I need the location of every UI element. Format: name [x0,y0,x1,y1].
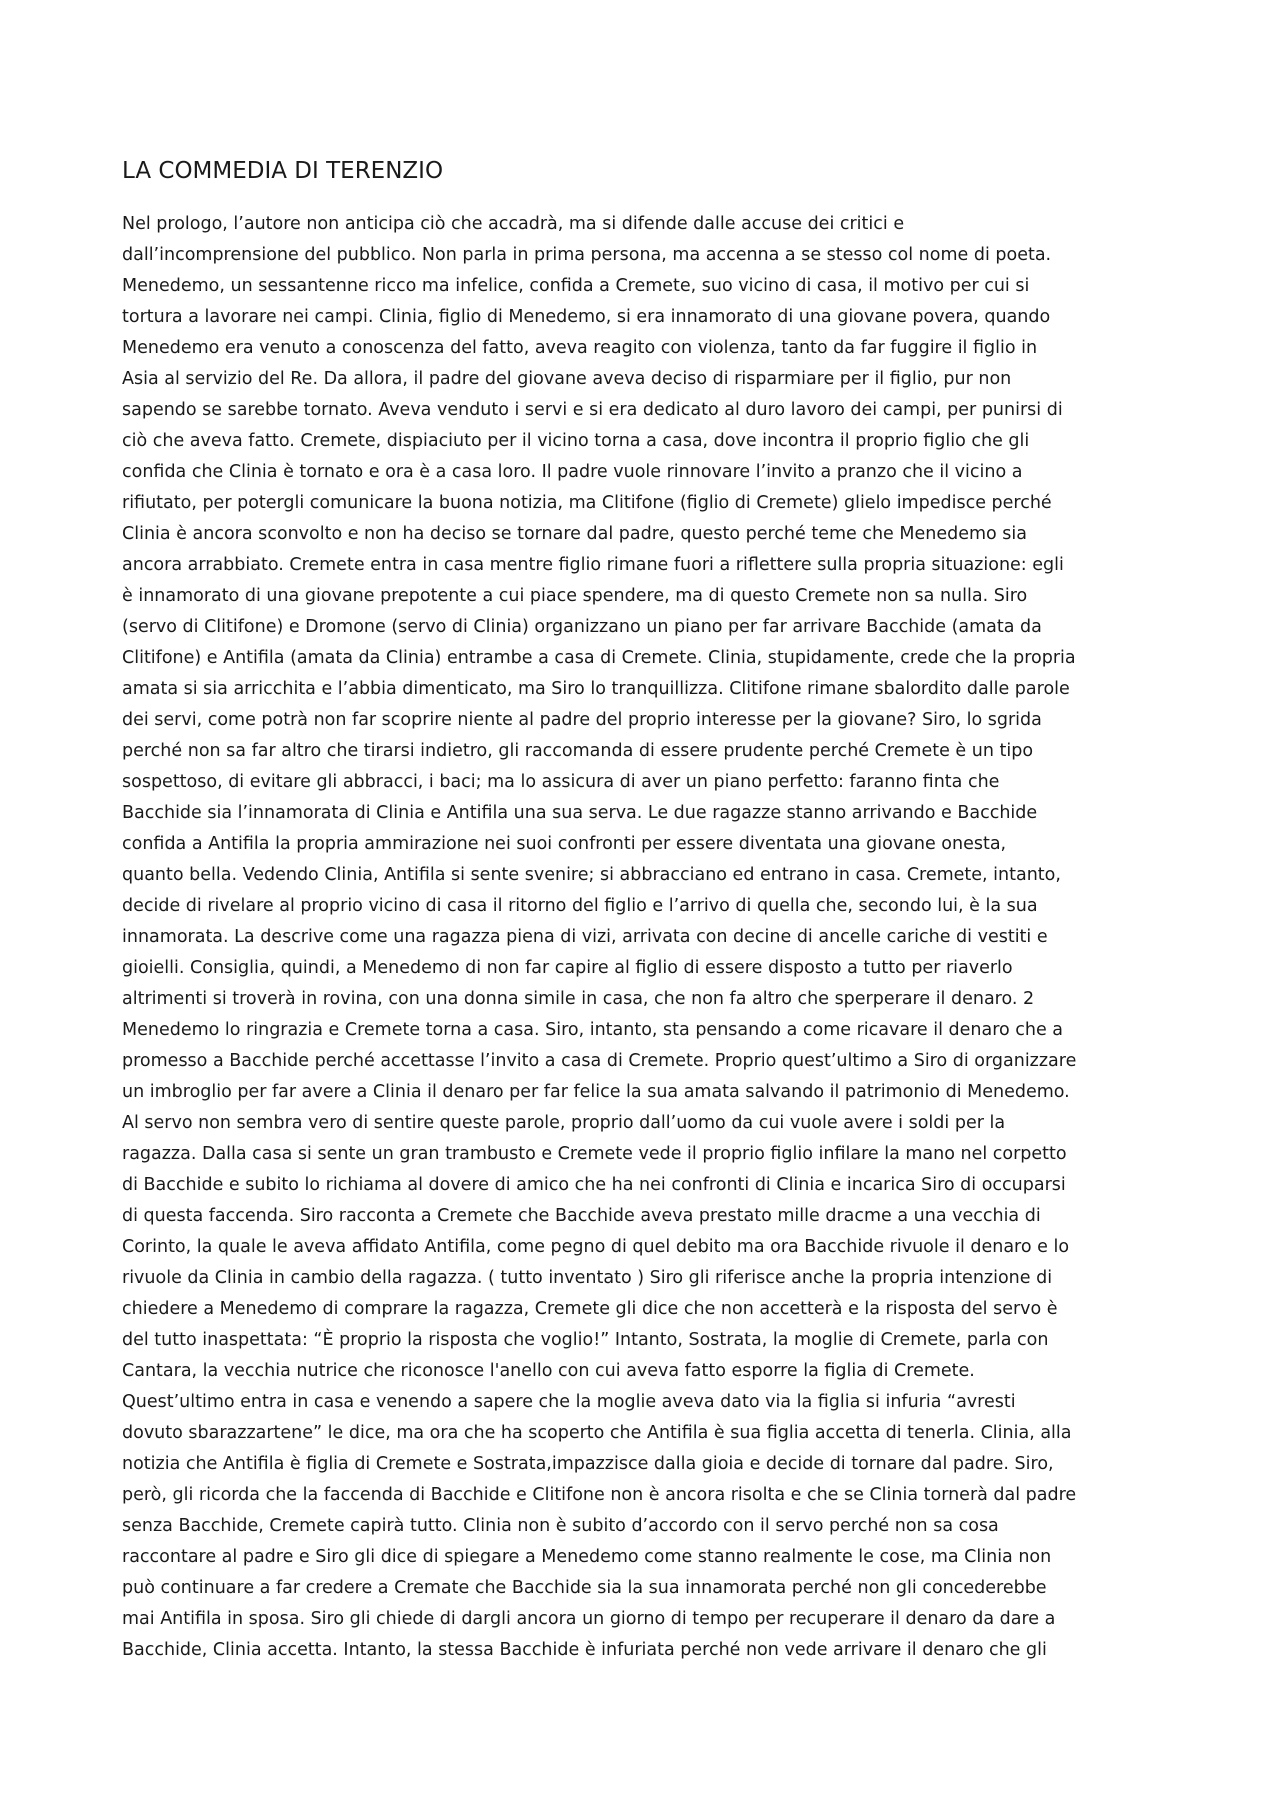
document-title: LA COMMEDIA DI TERENZIO [122,158,444,184]
text-line: di questa faccenda. Siro racconta a Cremete che Bacchide aveva prestato mille dracme a una vecchia di [122,1206,1041,1226]
text-line: raccontare al padre e Siro gli dice di spiegare a Menedemo come stanno realmente le cose, ma Clinia non [122,1547,1052,1567]
text-line: rivuole da Clinia in cambio della ragazza. ( tutto inventato ) Siro gli riferisce anche la propria intenzione di [122,1268,1053,1288]
text-line: confida che Clinia è tornato e ora è a casa loro. Il padre vuole rinnovare l’invito a pranzo che il vicino a [122,462,1023,482]
text-line: del tutto inaspettata: “È proprio la risposta che voglio!” Intanto, Sostrata, la moglie di Cremete, parla con [122,1330,1049,1350]
text-line: amata si sia arricchita e l’abbia dimenticato, ma Siro lo tranquillizza. Clitifone rimane sbalordito dalle parole [122,679,1070,699]
text-line: Clitifone) e Antifila (amata da Clinia) entrambe a casa di Cremete. Clinia, stupidamente, crede che la propria [122,648,1076,668]
text-line: Asia al servizio del Re. Da allora, il padre del giovane aveva deciso di risparmiare per il figlio, pur non [122,369,1012,389]
text-line: altrimenti si troverà in rovina, con una donna simile in casa, che non fa altro che sperperare il denaro. 2 [122,989,1035,1009]
text-line: Menedemo, un sessantenne ricco ma infelice, confida a Cremete, suo vicino di casa, il motivo per cui si [122,276,1030,296]
text-line: confida a Antifila la propria ammirazione nei suoi confronti per essere diventata una giovane onesta, [122,834,1007,854]
text-line: rifiutato, per potergli comunicare la buona notizia, ma Clitifone (figlio di Cremete) glielo impedisce perché [122,493,1052,513]
text-line: Al servo non sembra vero di sentire queste parole, proprio dall’uomo da cui vuole avere i soldi per la [122,1113,1006,1133]
text-line: senza Bacchide, Cremete capirà tutto. Clinia non è subito d’accordo con il servo perché non sa cosa [122,1516,999,1536]
text-line: però, gli ricorda che la faccenda di Bacchide e Clitifone non è ancora risolta e che se Clinia tornerà dal padre [122,1485,1077,1505]
text-line: un imbroglio per far avere a Clinia il denaro per far felice la sua amata salvando il patrimonio di Menedemo. [122,1082,1070,1102]
text-line: Menedemo era venuto a conoscenza del fatto, aveva reagito con violenza, tanto da far fuggire il figlio in [122,338,1038,358]
text-line: Bacchide sia l’innamorata di Clinia e Antifila una sua serva. Le due ragazze stanno arrivando e Bacchide [122,803,1038,823]
text-line: innamorata. La descrive come una ragazza piena di vizi, arrivata con decine di ancelle cariche di vestiti e [122,927,1048,947]
text-line: può continuare a far credere a Cremate che Bacchide sia la sua innamorata perché non gli concederebbe [122,1578,1047,1598]
text-line: ancora arrabbiato. Cremete entra in casa mentre figlio rimane fuori a riflettere sulla propria situazione: egli [122,555,1064,575]
text-line: dovuto sbarazzartene” le dice, ma ora che ha scoperto che Antifila è sua figlia accetta di tenerla. Clinia, alla [122,1423,1072,1443]
text-line: dall’incomprensione del pubblico. Non parla in prima persona, ma accenna a se stesso col nome di poeta. [122,245,1052,265]
text-line: notizia che Antifila è figlia di Cremete e Sostrata,impazzisce dalla gioia e decide di tornare dal padre. Siro, [122,1454,1054,1474]
text-line: decide di rivelare al proprio vicino di casa il ritorno del figlio e l’arrivo di quella che, secondo lui, è la sua [122,896,1038,916]
text-line: ragazza. Dalla casa si sente un gran trambusto e Cremete vede il proprio figlio infilare la mano nel corpetto [122,1144,1067,1164]
text-line: Menedemo lo ringrazia e Cremete torna a casa. Siro, intanto, sta pensando a come ricavare il denaro che a [122,1020,1064,1040]
text-line: è innamorato di una giovane prepotente a cui piace spendere, ma di questo Cremete non sa nulla. Siro [122,586,1028,606]
text-line: mai Antifila in sposa. Siro gli chiede di dargli ancora un giorno di tempo per recuperare il denaro da dare a [122,1609,1056,1629]
text-line: Corinto, la quale le aveva affidato Antifila, come pegno di quel debito ma ora Bacchide rivuole il denaro e lo [122,1237,1070,1257]
text-line: ciò che aveva fatto. Cremete, dispiaciuto per il vicino torna a casa, dove incontra il proprio figlio che gli [122,431,1030,451]
text-line: tortura a lavorare nei campi. Clinia, figlio di Menedemo, si era innamorato di una giovane povera, quando [122,307,1051,327]
text-line: perché non sa far altro che tirarsi indietro, gli raccomanda di essere prudente perché Cremete è un tipo [122,741,1034,761]
text-line: promesso a Bacchide perché accettasse l’invito a casa di Cremete. Proprio quest’ultimo a Siro di organizzare [122,1051,1077,1071]
text-line: Clinia è ancora sconvolto e non ha deciso se tornare dal padre, questo perché teme che Menedemo sia [122,524,1028,544]
text-line: di Bacchide e subito lo richiama al dovere di amico che ha nei confronti di Clinia e incarica Siro di occuparsi [122,1175,1066,1195]
text-line: sapendo se sarebbe tornato. Aveva venduto i servi e si era dedicato al duro lavoro dei campi, per punirsi di [122,400,1063,420]
text-line: Nel prologo, l’autore non anticipa ciò che accadrà, ma si difende dalle accuse dei critici e [122,214,905,234]
document-body [122,209,1184,1666]
text-line: Bacchide, Clinia accetta. Intanto, la stessa Bacchide è infuriata perché non vede arrivare il denaro che gli [122,1640,1047,1660]
text-line: chiedere a Menedemo di comprare la ragazza, Cremete gli dice che non accetterà e la risposta del servo è [122,1299,1058,1319]
text-line: dei servi, come potrà non far scoprire niente al padre del proprio interesse per la giovane? Siro, lo sgrida [122,710,1042,730]
text-line: (servo di Clitifone) e Dromone (servo di Clinia) organizzano un piano per far arrivare Bacchide (amata da [122,617,1042,637]
text-line: quanto bella. Vedendo Clinia, Antifila si sente svenire; si abbracciano ed entrano in casa. Cremete, intanto, [122,865,1061,885]
text-line: sospettoso, di evitare gli abbracci, i baci; ma lo assicura di aver un piano perfetto: faranno finta che [122,772,1000,792]
text-line: Cantara, la vecchia nutrice che riconosce l'anello con cui aveva fatto esporre la figlia di Cremete. [122,1361,975,1381]
text-line: Quest’ultimo entra in casa e venendo a sapere che la moglie aveva dato via la figlia si infuria “avresti [122,1392,1016,1412]
text-line: gioielli. Consiglia, quindi, a Menedemo di non far capire al figlio di essere disposto a tutto per riaverlo [122,958,1013,978]
